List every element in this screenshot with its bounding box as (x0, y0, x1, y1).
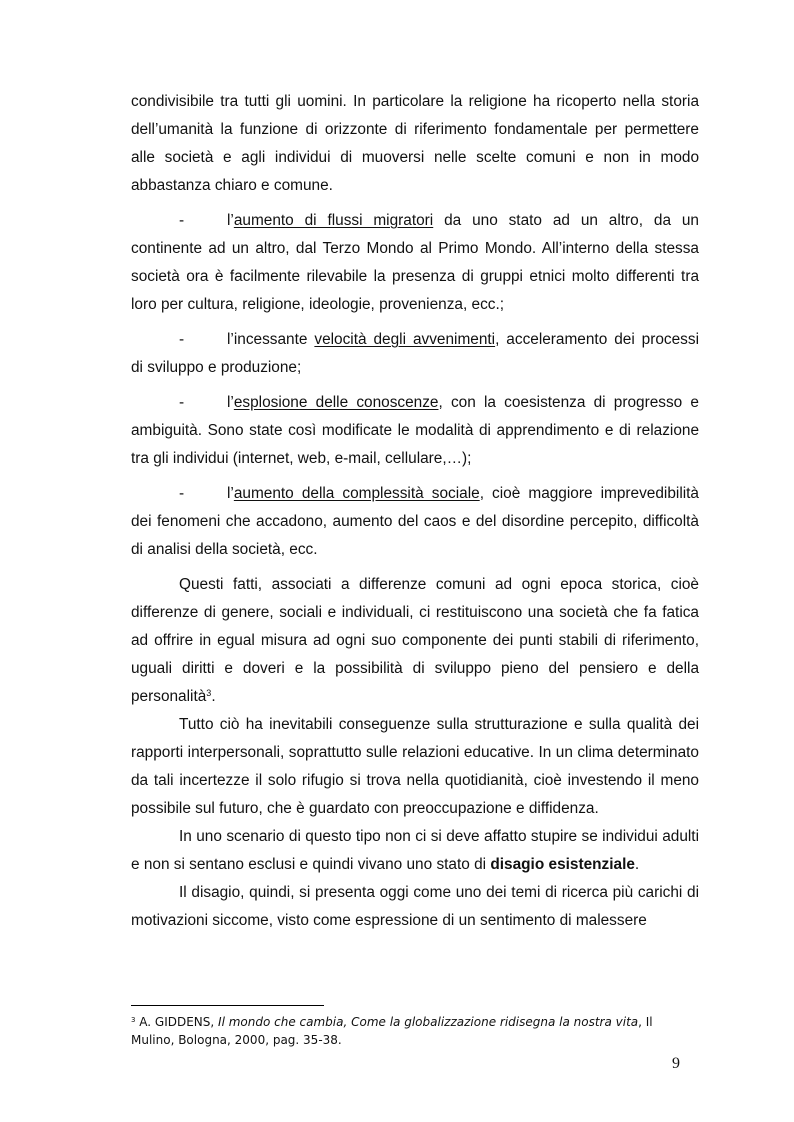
paragraph-scenario-bold: disagio esistenziale (490, 856, 635, 873)
document-body (131, 88, 699, 935)
bullet-knowledge-text: , con la coesistenza di progresso e ambiguità. Sono state così modificate le modalità di apprendimento e di relazione tra gli individui (internet, web, e-mail, cellulare,…); (131, 394, 699, 467)
bullet-speed (131, 326, 699, 382)
paragraph-scenario (131, 823, 699, 879)
bullet-dash: - (179, 394, 185, 411)
paragraph-facts-text: Questi fatti, associati a differenze comuni ad ogni epoca storica, cioè differenze di genere, sociali e individuali, ci restituiscono una società che fa fatica ad offrire in egual misura ad ogni suo componente dei punti stabili di riferimento, uguali diritti e doveri e la possibilità di sviluppo pieno del pensiero e della personalità (131, 576, 699, 705)
bullet-knowledge-underlined: esplosione delle conoscenze (233, 394, 439, 411)
paragraph-scenario-end: . (634, 856, 640, 873)
bullet-migration-prefix: l’ (227, 212, 234, 229)
footnote-publisher: , Il Mulino, Bologna, 2000, pag. 35-38. (131, 1015, 653, 1047)
bullet-dash: - (179, 331, 185, 348)
bullet-complexity-text: , cioè maggiore imprevedibilità dei fenomeni che accadono, aumento del caos e del disordine percepito, difficoltà di analisi della società, ecc. (131, 485, 699, 558)
footnote-reference[interactable]: 3 (206, 688, 212, 698)
bullet-dash: - (179, 485, 185, 502)
bullet-speed-text: , acceleramento dei processi di sviluppo e produzione; (131, 331, 699, 376)
bullet-dash: - (179, 212, 185, 229)
bullet-migration-underlined: aumento di flussi migratori (233, 212, 434, 229)
bullet-migration-text: da uno stato ad un altro, da un continente ad un altro, dal Terzo Mondo al Primo Mondo. All’interno della stessa società ora è facilmente rilevabile la presenza di gruppi etnici molto differenti tra loro per cultura, religione, ideologie, provenienza, ecc.; (131, 212, 699, 313)
bullet-speed-prefix: l’incessante (227, 331, 315, 348)
footnote-number: 3 (131, 1016, 136, 1024)
footnote (131, 1013, 699, 1049)
footnote-title: Il mondo che cambia, Come la globalizzazione ridisegna la nostra vita (218, 1015, 639, 1029)
bullet-migration (131, 207, 699, 319)
bullet-knowledge (131, 389, 699, 473)
bullet-complexity-prefix: l’ (227, 485, 234, 502)
paragraph-facts (131, 571, 699, 711)
page-number: 9 (672, 1055, 680, 1072)
footnote-divider (131, 1005, 324, 1006)
paragraph-religion: condivisibile tra tutti gli uomini. In particolare la religione ha ricoperto nella storia dell’umanità la funzione di orizzonte di riferimento fondamentale per permettere alle società e agli individui di muoversi nelle scelte comuni e non in modo abbastanza chiaro e comune. (131, 93, 699, 194)
paragraph-consequences: Tutto ciò ha inevitabili conseguenze sulla strutturazione e sulla qualità dei rapporti interpersonali, soprattutto sulle relazioni educative. In un clima determinato da tali incertezze il solo rifugio si trova nella quotidianità, cioè investendo il meno possibile sul futuro, che è guardato con preoccupazione e diffidenza. (131, 716, 699, 817)
paragraph-facts-end: . (211, 688, 216, 705)
footnote-author: A. GIDDENS, (135, 1015, 219, 1029)
bullet-speed-underlined: velocità degli avvenimenti (314, 331, 496, 348)
bullet-complexity-underlined: aumento della complessità sociale (233, 485, 480, 502)
paragraph-scenario-text: In uno scenario di questo tipo non ci si deve affatto stupire se individui adulti e non si sentano esclusi e quindi vivano uno stato di (131, 828, 699, 873)
paragraph-disagio: Il disagio, quindi, si presenta oggi come uno dei temi di ricerca più carichi di motivazioni siccome, visto come espressione di un sentimento di malessere (131, 884, 699, 929)
bullet-knowledge-prefix: l’ (227, 394, 234, 411)
bullet-complexity (131, 480, 699, 564)
